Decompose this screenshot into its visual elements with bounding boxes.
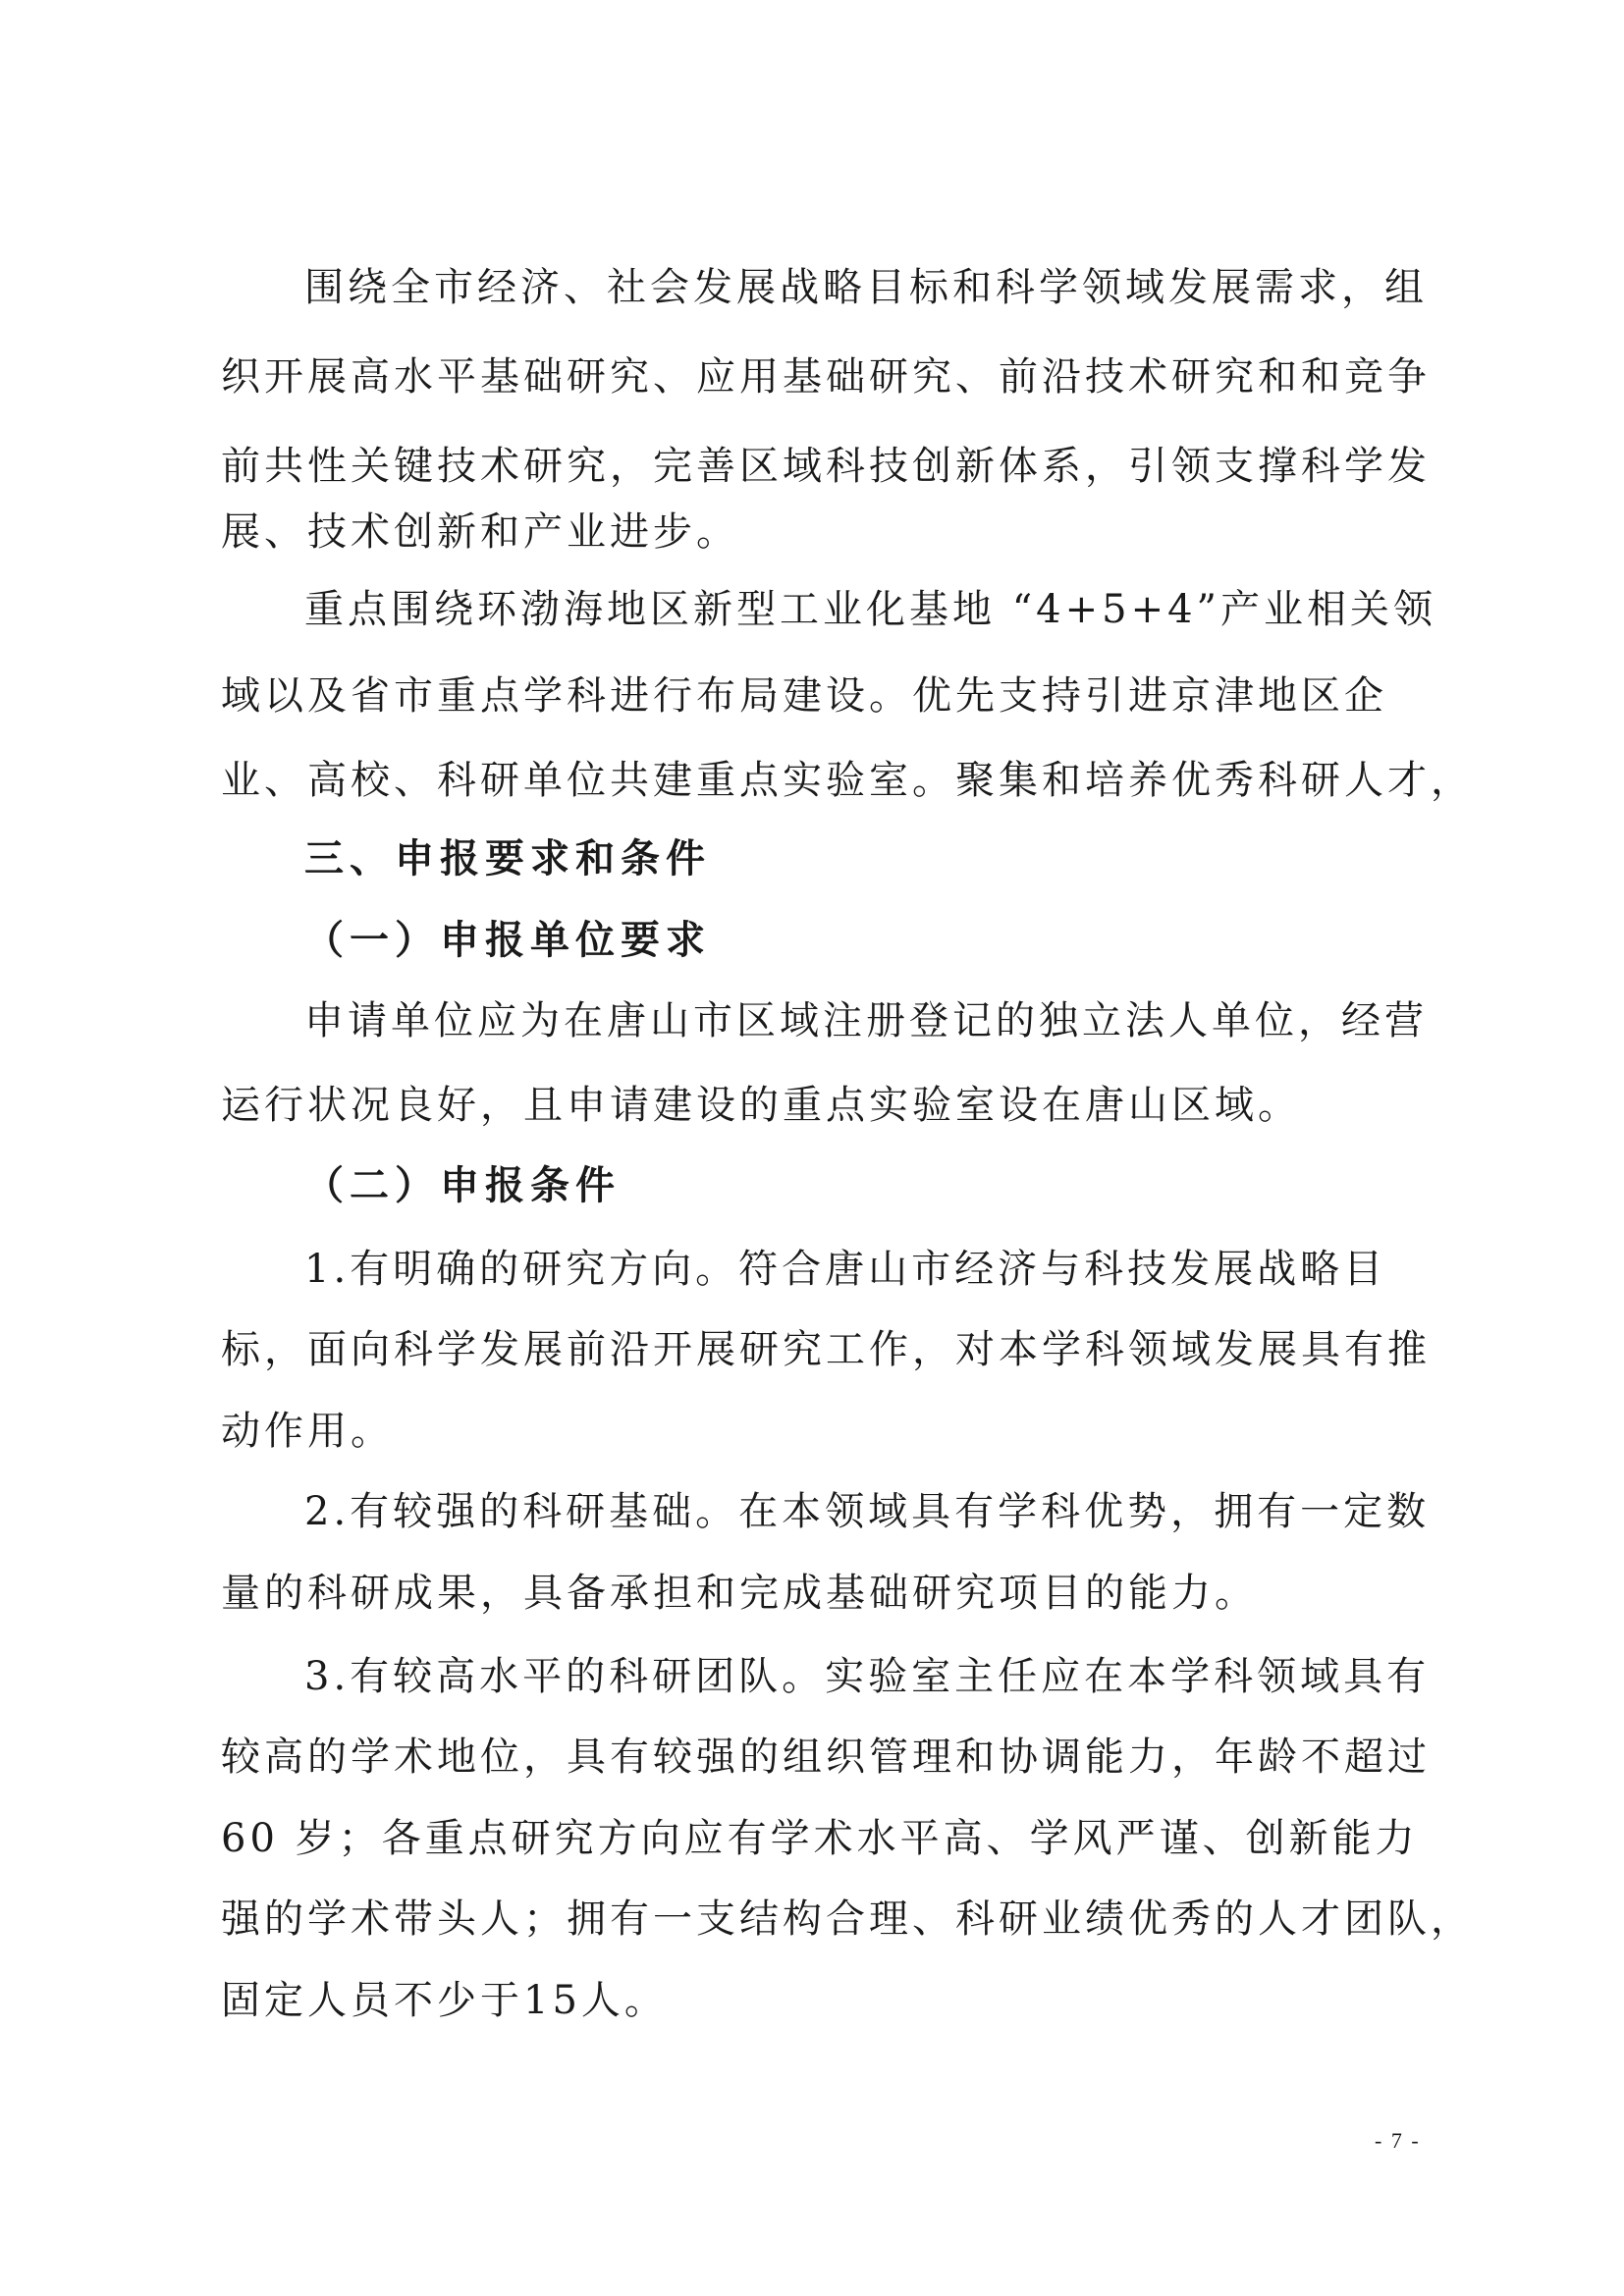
paragraph-line: 围绕全市经济、社会发展战略目标和科学领域发展需求，组 (304, 265, 1428, 310)
paragraph-line: 业、高校、科研单位共建重点实验室。聚集和培养优秀科研人才， (221, 758, 1474, 803)
paragraph-line: 域以及省市重点学科进行布局建设。优先支持引进京津地区企 (221, 673, 1387, 719)
paragraph-line: 重点围绕环渤海地区新型工业化基地 “4+5+4”产业相关领 (304, 587, 1436, 632)
subsection-heading: （一）申报单位要求 (304, 918, 711, 963)
paragraph-line: 展、技术创新和产业进步。 (221, 509, 739, 555)
paragraph-line: 申请单位应为在唐山市区域注册登记的独立法人单位，经营 (304, 998, 1428, 1043)
paragraph-line: 较高的学术地位，具有较强的组织管理和协调能力，年龄不超过 (221, 1735, 1431, 1780)
paragraph-line: 运行状况良好，且申请建设的重点实验室设在唐山区域。 (221, 1083, 1301, 1128)
paragraph-line: 织开展高水平基础研究、应用基础研究、前沿技术研究和和竞争 (221, 354, 1431, 400)
paragraph-line: 量的科研成果，具备承担和完成基础研究项目的能力。 (221, 1571, 1258, 1616)
paragraph-line: 强的学术带头人；拥有一支结构合理、科研业绩优秀的人才团队， (221, 1896, 1474, 1942)
paragraph-line: 60 岁；各重点研究方向应有学术水平高、学风严谨、创新能力 (221, 1816, 1419, 1861)
paragraph-line: 动作用。 (221, 1409, 394, 1454)
subsection-heading: （二）申报条件 (304, 1163, 621, 1208)
paragraph-line: 2.有较强的科研基础。在本领域具有学科优势，拥有一定数 (304, 1489, 1431, 1534)
paragraph-line: 1.有明确的研究方向。符合唐山市经济与科技发展战略目 (304, 1247, 1387, 1292)
paragraph-line: 标，面向科学发展前沿开展研究工作，对本学科领域发展具有推 (221, 1327, 1431, 1372)
paragraph-line: 固定人员不少于15人。 (221, 1978, 668, 2023)
paragraph-line: 前共性关键技术研究，完善区域科技创新体系，引领支撑科学发 (221, 444, 1431, 489)
section-heading: 三、申报要求和条件 (304, 836, 711, 881)
paragraph-line: 3.有较高水平的科研团队。实验室主任应在本学科领域具有 (304, 1654, 1431, 1699)
page-number: - 7 - (1375, 2128, 1421, 2153)
